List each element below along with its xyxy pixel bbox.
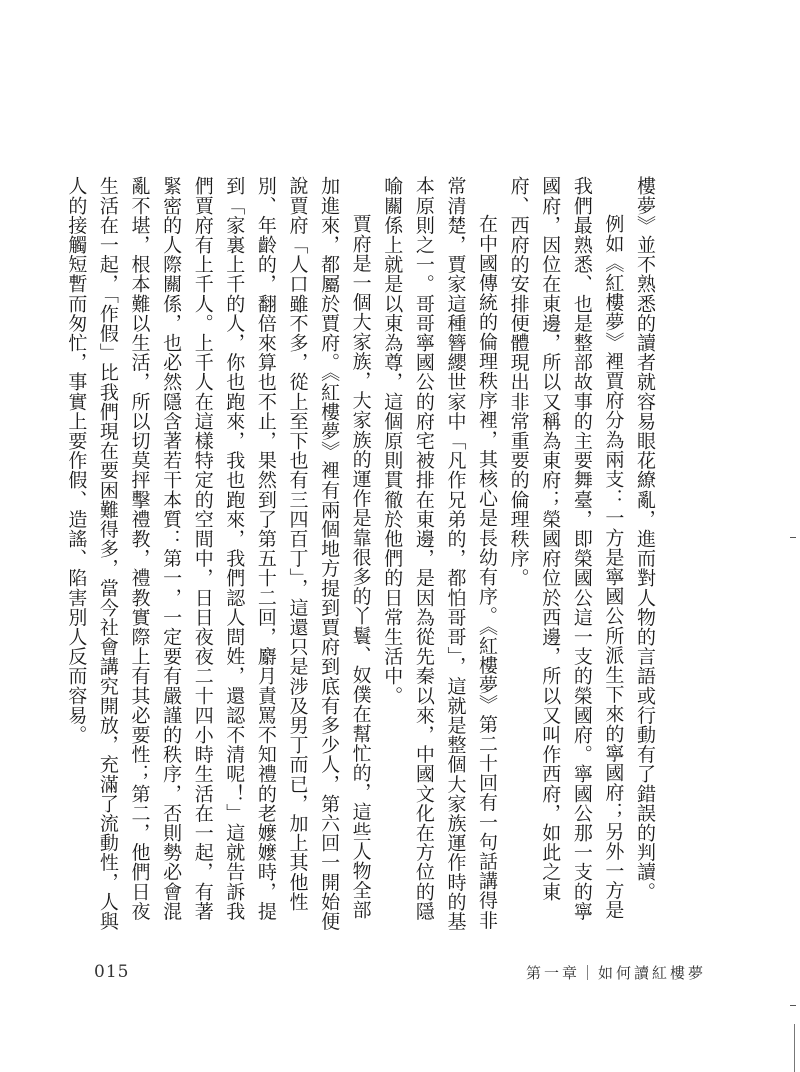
paragraph-2: 例如《紅樓夢》裡賈府分為兩支：一方是寧國公所派生下來的寧國府；另外一方是我們最熟悉、也是整部故事的主要舞臺，即榮國公這一支的榮國府。寧國公那一支的寧國府，因位在東邊，所以又稱為東府；榮國府位於西邊，所以又叫作西府，如此之東府、西府的安排便體現出非常重要的倫理秩序。: [507, 176, 625, 921]
page-footer: [94, 962, 706, 984]
body-text: [60, 176, 660, 938]
margin-mark: [790, 537, 796, 538]
page-number: 015: [94, 962, 130, 982]
paragraph-3: 在中國傳統的倫理秩序裡，其核心是長幼有序。《紅樓夢》第二十回有一句話講得非常清楚，賈家這種簪纓世家中「凡作兄弟的，都怕哥哥」，這就是整個大家族運作時的基本原則之一。哥哥寧國公的府宅被排在東邊，是因為從先秦以來，中國文化在方位的隱喻關係上就是以東為尊，這個原則貫徹於他們的日常生活中。: [381, 176, 499, 931]
paragraph-4: 賈府是一個大家族，大家族的運作是靠很多的丫鬟、奴僕在幫忙的，這些人物全部加進來，都屬於賈府。《紅樓夢》裡有兩個地方提到賈府到底有多少人，第六回一開始便說賈府「人口雖不多，從上至下也有三四百丁」，這還只是涉及男丁而已，加上其他性別、年齡的，翻倍來算也不止，果然到了第五十二回，麝月責罵不知禮的老嬤嬤時，提到「家裏上千的人，你也跑來，我也跑來，我們認人問姓，還認不清呢！」這就告訴我們賈府有上千人。上千人在這樣特定的空間中，日日夜夜二十四小時生活在一起，有著緊密的人際關係，也必然隱含著若干本質：第一，一定要有嚴謹的秩序，否則勢必會混亂不堪，根本難以生活，所以切莫抨擊禮教，禮教實際上有其必要性；第二，他們日夜生活在一起，「作假」比我們現在要困難得多，當今社會講究開放，充滿了流動性，人與人的接觸短暫而匆忙，事實上要作假、造謠、陷害別人反而容易。: [65, 176, 372, 931]
paragraph-1: 樓夢》並不熟悉的讀者就容易眼花繚亂，進而對人物的言語或行動有了錯誤的判讀。: [634, 176, 656, 902]
page-edge-line: [794, 1024, 795, 1072]
running-head: 第一章｜如何讀紅樓夢: [525, 964, 706, 982]
margin-mark: [790, 1005, 796, 1006]
